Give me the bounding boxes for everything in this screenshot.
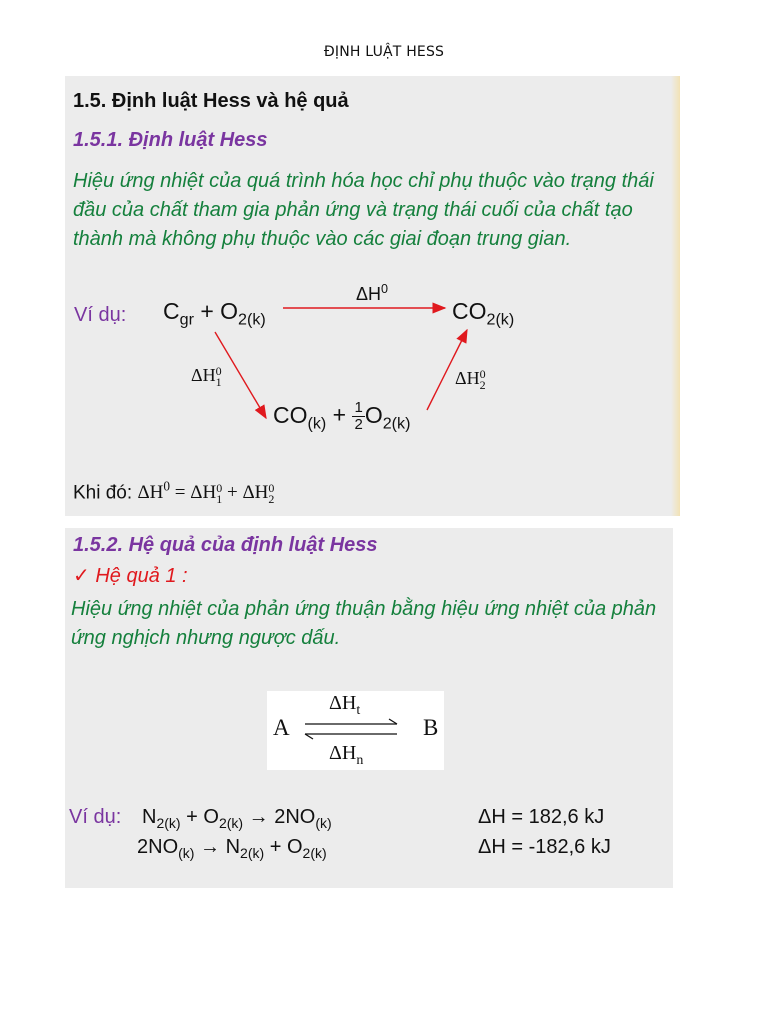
reaction-1-enthalpy: ΔH = 182,6 kJ — [478, 806, 605, 828]
equilibrium-arrows — [267, 691, 444, 770]
intermediate-oxygen: $O_{2(k)}$ — [364, 401, 411, 433]
reactant-carbon: $C_{gr}$ — [163, 298, 194, 329]
reaction-1: $N_{2(k)} + O_{2(k)} \to 2NO_{(k)}$ — [142, 806, 332, 831]
delta-h-forward: $\Delta H_t$ — [329, 692, 361, 718]
intermediate-co: $CO_{(k)}$ — [273, 401, 327, 433]
species-b: B — [423, 715, 439, 740]
plus-sign: + — [200, 298, 214, 324]
example-label-2: Ví dụ: — [69, 806, 122, 828]
page-header: ĐỊNH LUẬT HESS — [323, 44, 445, 60]
delta-h-reverse: $\Delta H_n$ — [329, 742, 364, 768]
conclusion: Khi đó: $\Delta H^0 = \Delta H$ 0 1 + ΔH 0 2 — [73, 479, 275, 506]
reactant-oxygen: $O_{2(k)}$ — [220, 298, 266, 329]
section-title: 1.5. Định luật Hess và hệ quả — [73, 90, 349, 112]
intermediate-species: $CO_{(k)}$ + $\frac{1}{2}$ $O_{2(k)}$ — [273, 399, 411, 433]
conclusion-equation: $\Delta H^0 = \Delta H$ 0 1 + ΔH 0 2 — [137, 479, 275, 506]
slide-hess-law — [65, 76, 680, 516]
corollary-heading: ✓ Hệ quả 1 : — [73, 565, 188, 587]
delta-h2-label: ΔH 0 2 — [455, 366, 486, 392]
delta-h0-label: $\Delta H^0$ — [356, 282, 389, 304]
species-a: A — [273, 715, 290, 740]
subsection-title: 1.5.1. Định luật Hess — [73, 129, 268, 151]
half-fraction: $\frac{1}{2}$ — [354, 399, 363, 433]
reversible-diagram — [267, 691, 444, 770]
arrow-step1 — [215, 332, 266, 418]
arrow-step2 — [427, 330, 467, 410]
slide-hess-corollary — [65, 528, 673, 888]
delta-h1-label: ΔH 0 1 — [191, 363, 222, 389]
example-label: Ví dụ: — [74, 304, 127, 326]
reaction-2: $2NO_{(k)} \to N_{2(k)} + O_{2(k)}$ — [137, 836, 327, 861]
hess-law-statement: Hiệu ứng nhiệt của quá trình hóa học chỉ phụ thuộc vào trạng thái đầu của chất tham gia phản ứng và trạng thái cuối của chất tạo thành mà không phụ thuộc vào các giai đoạn trung gian. — [73, 170, 654, 250]
reaction-2-enthalpy: ΔH = -182,6 kJ — [478, 836, 611, 858]
check-icon: ✓ — [73, 565, 90, 587]
corollary-statement: Hiệu ứng nhiệt của phản ứng thuận bằng hiệu ứng nhiệt của phản ứng nghịch nhưng ngược dấu. — [71, 598, 657, 649]
product-co2: $CO_{2(k)}$ — [452, 298, 515, 329]
reaction-arrows — [65, 76, 680, 516]
subsection-title-2: 1.5.2. Hệ quả của định luật Hess — [73, 534, 378, 556]
